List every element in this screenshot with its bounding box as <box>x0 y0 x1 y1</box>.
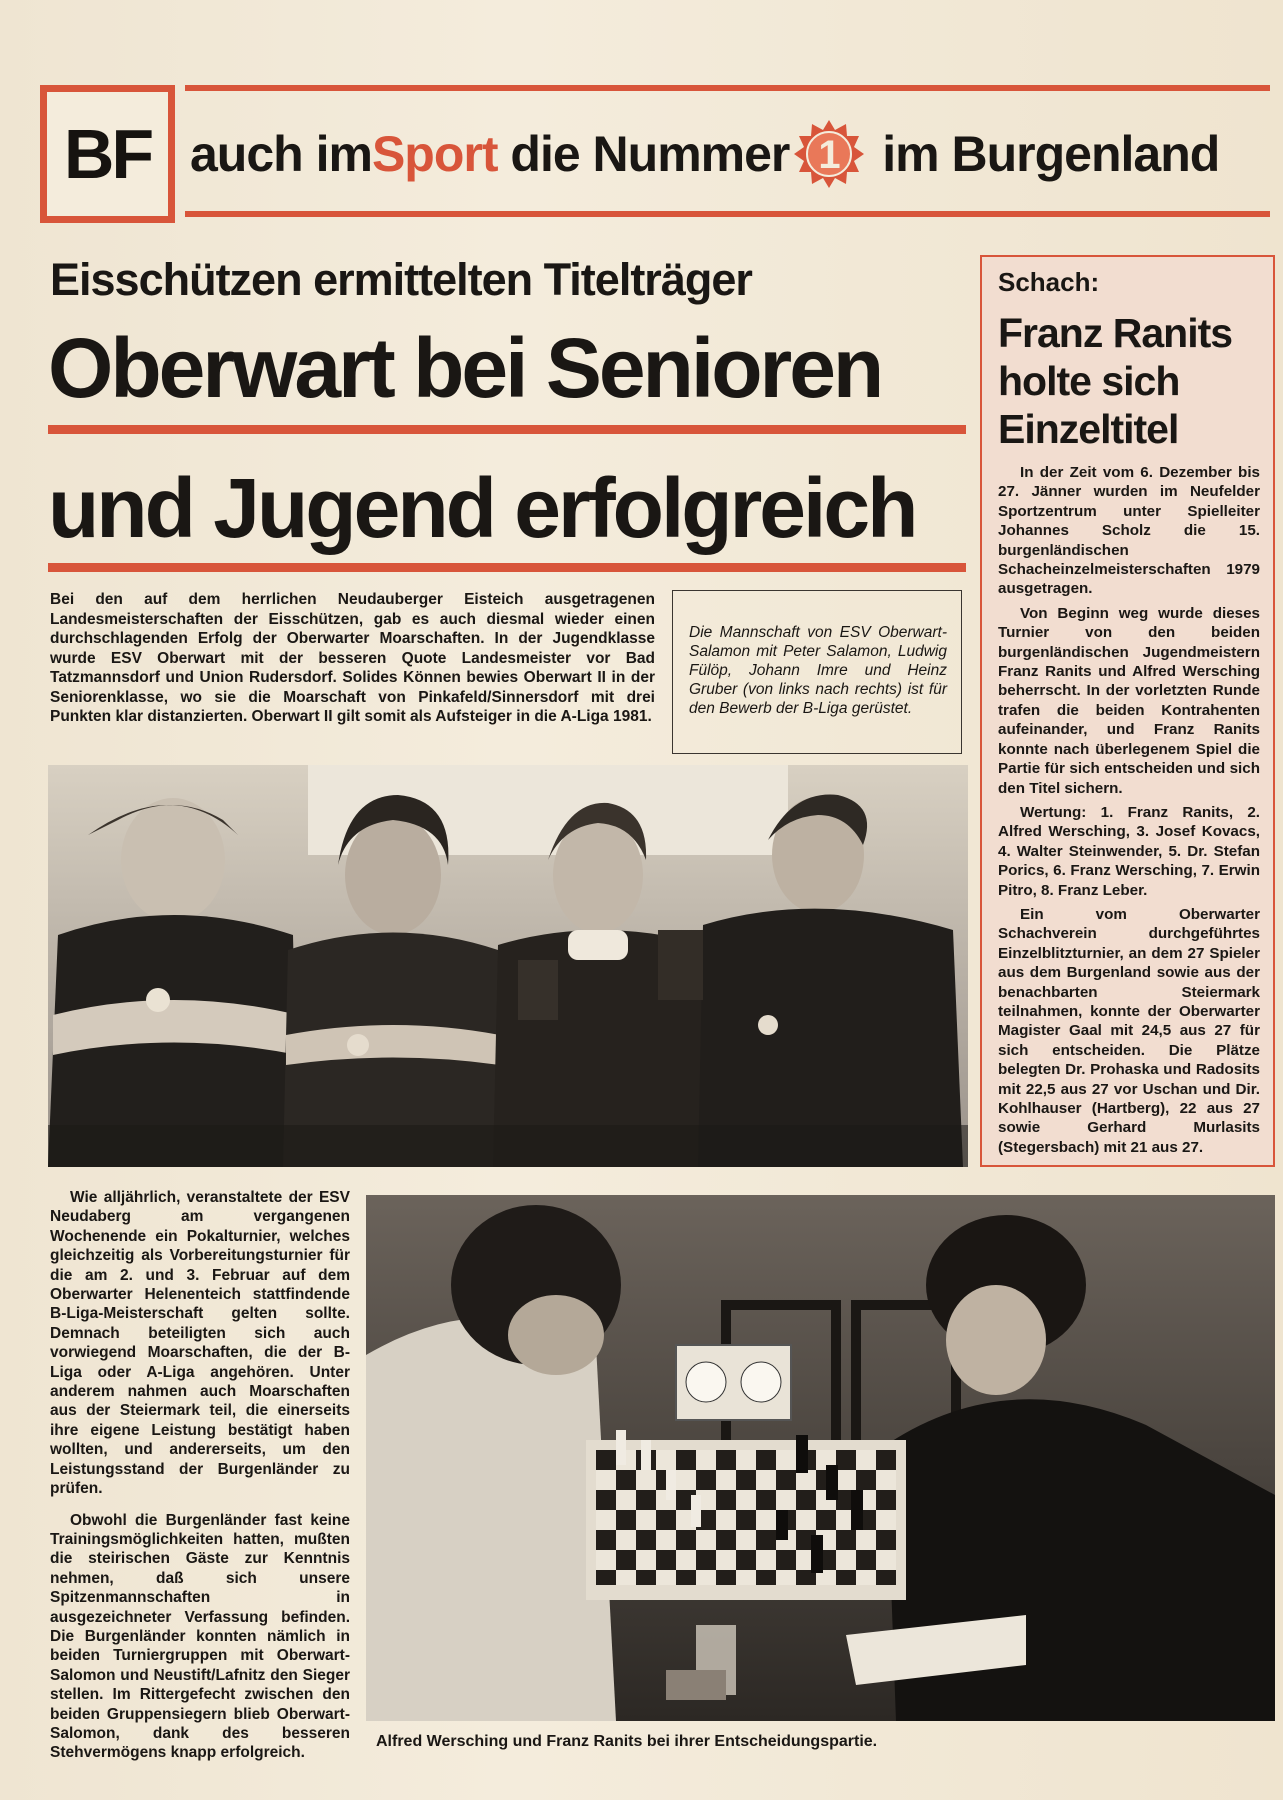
team-photo <box>48 765 968 1167</box>
slogan-part-3: im Burgenland <box>882 126 1220 182</box>
sidebar-paragraph: In der Zeit vom 6. Dezember bis 27. Jänner wurden im Neufelder Sportzentrum unter Spielleiter Johannes Scholz die 15. burgenländischen Schacheinzelmeisterschaften 1979 ausgetragen. <box>998 464 1260 598</box>
chess-photo-image <box>366 1195 1275 1721</box>
body-paragraph: Obwohl die Burgenländer fast keine Trainingsmöglichkeiten hatten, mußten die steirischen Gäste zur Kenntnis nehmen, daß sich unsere Spitzenmannschaften in ausgezeichneter Verfassung befinden. Die Burgenländer konnten nämlich in beiden Turniergruppen mit Oberwart-Salomon und Neustift/Lafnitz den Sieger stellen. Im Rittergefecht zwischen den beiden Gruppensiegern blieb Oberwart-Salomon, dank des besseren Stehvermögens knapp erfolgreich. <box>50 1511 350 1762</box>
team-photo-image <box>48 765 968 1167</box>
sidebar-body <box>998 463 1260 1162</box>
masthead-top-rule <box>185 85 1270 91</box>
slogan-part-2: die Nummer <box>510 126 790 182</box>
chessboard-icon <box>586 1430 906 1600</box>
chess-sidebar <box>980 255 1275 1167</box>
sidebar-headline: Franz Ranits holte sich Einzeltitel <box>998 310 1233 452</box>
sidebar-paragraph: Wertung: 1. Franz Ranits, 2. Alfred Wersching, 3. Josef Kovacs, 4. Walter Steinwender, 5. Dr. Stefan Porics, 6. Franz Wersching, 7. Erwin Pitro, 8. Franz Leber. <box>998 803 1260 899</box>
slogan-sport: Sport <box>371 126 498 182</box>
body-paragraph: Wie alljährlich, veranstaltete der ESV Neudaberg am vergangenen Wochenende ein Pokalturnier, welches gleichzeitig als Vorbereitungsturnier für die am 2. und 3. Februar auf dem Oberwarter Helenenteich stattfindende B-Liga-Meisterschaft gelten sollte. Demnach beteiligten sich auch vorwiegend Moarschaften, die der B-Liga oder A-Liga angehören. Unter anderem nahmen auch Moarschaften aus der Steiermark teil, die einerseits ihre eigene Leistung bestätigt haben wollten, und andererseits, um den Leistungsstand der Burgenländer zu prüfen. <box>50 1189 350 1498</box>
chess-photo <box>366 1195 1275 1721</box>
bf-logo-text: BF <box>63 115 152 193</box>
article-body <box>50 1188 350 1775</box>
headline-line-1: Oberwart bei Senioren <box>48 321 882 415</box>
chess-photo-caption: Alfred Wersching und Franz Ranits bei ihrer Entscheidungspartie. <box>376 1733 878 1750</box>
slogan-part-1: auch im <box>190 126 372 182</box>
masthead-bottom-rule <box>185 211 1270 217</box>
badge-number: 1 <box>818 132 840 177</box>
sidebar-paragraph: Ein vom Oberwarter Schachverein durchgeführtes Einzelblitzturnier, an dem 27 Spieler aus dem Burgenland sowie aus der benachbarten Steiermark teilnahmen, konnte der Oberwarter Magister Gaal mit 24,5 aus 27 für sich entscheiden. Die Plätze belegten Dr. Prohaska und Radosits mit 22,5 aus 27 vor Uschan und Dir. Kohlhauser (Hartberg), 22 aus 27 sowie Gerhard Murlasits (Stegersbach) mit 21 aus 27. <box>998 905 1260 1156</box>
bf-logo <box>40 85 175 223</box>
headline-rule-1 <box>48 425 966 434</box>
sidebar-kicker: Schach: <box>998 267 1100 297</box>
team-photo-caption: Die Mannschaft von ESV Oberwart-Salamon mit Peter Salamon, Ludwig Fülöp, Johann Imre und Heinz Gruber (von links nach rechts) ist für den Bewerb der B-Liga gerüstet. <box>672 590 962 754</box>
headline-rule-2 <box>48 563 966 572</box>
masthead-banner <box>40 85 1275 225</box>
article-kicker: Eisschützen ermittelten Titelträger <box>50 254 752 305</box>
sidebar-paragraph: Von Beginn weg wurde dieses Turnier von den beiden burgenländischen Jugendmeistern Franz Ranits und Alfred Wersching beherrscht. In der vorletzten Runde trafen die beiden Kontrahenten aufeinander, und Franz Ranits konnte nach überlegenem Spiel die Partie für sich entscheiden und sich den Titel sichern. <box>998 604 1260 797</box>
lead-paragraph: Bei den auf dem herrlichen Neudauberger Eisteich ausgetragenen Landesmeisterschaften der Eisschützen, gab es auch diesmal wieder einen durchschlagenden Erfolg der Oberwarter Moarschaften. In der Jugendklasse wurde ESV Oberwart mit der besseren Quote Landesmeister vor Bad Tatzmannsdorf und Union Rudersdorf. Solides Können bewies Oberwart II in der Seniorenklasse, wo sie die Moarschaft von Pinkafeld/Sinnersdorf mit drei Punkten klar distanzierten. Oberwart II gilt somit als Aufsteiger in die A-Liga 1981. <box>50 591 655 725</box>
masthead-slogan <box>190 119 1275 189</box>
headline-line-2: und Jugend erfolgreich <box>48 461 916 555</box>
number-one-badge-icon <box>793 118 865 190</box>
